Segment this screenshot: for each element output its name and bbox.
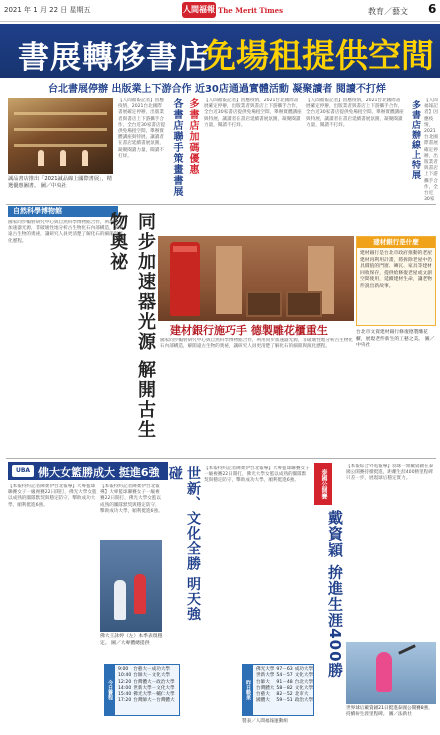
badminton-article-body: 【本報綜合外電報導】羽球一姐戴資穎在泰國公開賽持續挺進，距離生涯400勝里程碑只差一步，展現球后穩定實力。 <box>346 464 434 482</box>
basketball-vertical-title: 世新、文化全勝 明天強碰 <box>166 466 201 622</box>
bookstore-photo-caption <box>8 176 114 190</box>
basketball-photo-caption <box>100 634 164 647</box>
caption-text: 世界球后戴資穎21日挺進泰國公開賽8強，持續拚生涯里程碑。 <box>346 706 433 718</box>
table-row: 15:40 佛光大學－輔仁大學 <box>118 692 175 698</box>
page-header-bar <box>0 0 440 22</box>
thailand-open-badge: 泰國公開賽 <box>314 463 332 505</box>
table-row: 台灣體大 58－82 文化大學 <box>256 685 314 691</box>
mid-article-vertical-title: 同步加速器光源 解開古生物奧祕 <box>107 212 156 441</box>
newspaper-logo: 人間福報 <box>182 2 216 18</box>
section-name: 教育／藝文 <box>368 7 408 16</box>
issue-date: 2021 年 1 月 22 日 星期五 <box>4 6 91 14</box>
cabinet-photo-caption <box>356 330 436 350</box>
top-article-subhead-red: 多書店加碼優惠 <box>187 98 198 175</box>
photo-credit: 圖／中央社 <box>40 183 67 189</box>
basketball-article-body-2: 【本報特約記者陳柔伊台北報導】大專籃球聯賽女子一級複賽22日開打，佛光大學女籃以成熟的團隊默契與穩定防守，擊敗成功大學，順利挺進6強。 <box>100 484 163 514</box>
badminton-photo <box>346 642 436 704</box>
basketball-photo <box>100 540 162 632</box>
info-box-body: 建材銀行是台北市政府推動的老屋建材再利用計畫，將拆除老屋中仍具價值的門窗、磚瓦、家具等建材回收保存，提供給修復老屋或文創空間使用，延續建材生命，讓老物件說出新故事。 <box>360 251 432 289</box>
table-row: 9:00 台藝大－成功大學 <box>118 667 171 672</box>
carved-cabinet-photo <box>158 236 354 321</box>
caption-credit: 圖／大專體總提供 <box>111 640 150 646</box>
results-table <box>242 664 314 716</box>
headline-subhead: 台北書展停辦 出版業上下游合作 近30店通過實體活動 凝聚讀者 閱讀不打烊 <box>48 84 386 95</box>
headline-part-1: 書展轉移書店 <box>18 40 210 76</box>
mid-article-body: 國家同步輻射研究中心與自然科學博物館合作，利用同步加速器光源，非破壞性地分析古生物化石內部構造，解開遠古生物的奧祕，讓研究人員更清楚了解化石的細節與演化歷程。 <box>8 220 123 244</box>
table-credit: 製表／人間福報運動組 <box>242 719 288 724</box>
table-row: 台藝大 82－52 北市大 <box>256 692 309 698</box>
schedule-table <box>104 664 180 716</box>
basketball-headline: 佛大女籃勝成大 挺進6強 <box>38 466 160 479</box>
caption-credit: 圖／法新社 <box>388 712 412 718</box>
table-row: 14:00 世新大學－文化大學 <box>118 685 175 691</box>
page-number: 6 <box>428 2 437 16</box>
uba-logo: UBA <box>12 465 34 477</box>
badminton-vertical-title: 戴資穎 拚進生涯400勝 <box>326 510 344 679</box>
science-museum-label: 自然科學博物館 <box>8 206 118 217</box>
top-article-subhead-blue: 各書店聯手策畫書展 <box>171 98 182 197</box>
top-article-body-col1: 【人間福報記者】因應疫情，2021台北國際書展確定停辦，出版業者與書店上下游攜手合作，全台近30家書店提供免場租空間，舉辦實體講座與特展，讓讀者在書店延續書展氛圍，凝聚閱讀力量，閱讀不打烊。 <box>118 98 166 159</box>
basketball-headline-bar <box>8 462 168 480</box>
top-article-body-col4: 【人間福報記者】因應疫情，2021台北國際書展確定停辦，出版業者與書店上下游攜手合作，全台近30家 <box>424 98 438 202</box>
table-row: 12:20 台灣體大－政治大學 <box>118 679 175 685</box>
info-box-title: 建材銀行是什麼 <box>357 237 435 248</box>
cabinet-article-body: 國家同步輻射研究中心與自然科學博物館合作，利用同步加速器光源，非破壞性地分析古生物化石內部構造，解開遠古生物的奧祕，讓研究人員更清楚了解化石的細節與演化歷程。 <box>160 338 353 350</box>
results-table-grid <box>255 667 314 705</box>
top-article-body-col2: 【人間福報記者】因應疫情，2021台北國際書展確定停辦，出版業者與書店上下游攜手合作，全台近30家書店提供免場租空間，舉辦實體講座與特展，讓讀者在書店延續書展氛圍，凝聚閱讀力量，閱讀不打烊。 <box>204 98 302 128</box>
bookstore-photo <box>8 98 113 174</box>
top-article-right-vertical-head: 多書店辦線上特展 <box>410 100 420 180</box>
main-headline-banner <box>0 24 440 78</box>
results-table-title: 昨日戰果 <box>243 665 253 715</box>
top-article-body-col3: 【人間福報記者】因應疫情，2021台北國際書展確定停辦，出版業者與書店上下游攜手合作，全台近30家書店提供免場租空間，舉辦實體講座與特展，讓讀者在書店延續書展氛圍，凝聚閱讀力量，閱讀不打烊。 <box>306 98 404 128</box>
table-row: 17:20 台灣師大－台灣體大 <box>118 698 175 704</box>
table-row: 台師大 91－48 台北大學 <box>256 679 314 685</box>
schedule-table-grid <box>117 667 176 705</box>
photo-caption-text: 誠品書店推出「2021誠品線上國際書展」，精選優惠圖書。 <box>8 176 112 189</box>
schedule-table-title: 今日賽程 <box>105 665 115 715</box>
mid-article-red-headline: 建材銀行施巧手 德製雕花櫃重生 <box>170 324 328 337</box>
section-divider <box>6 204 436 205</box>
basketball-article-body: 【本報特約記者陳柔伊台北報導】大專籃球聯賽女子一級複賽22日開打，佛光大學女籃以成熟的團隊默契與穩定防守，擊敗成功大學，順利挺進6強。 <box>8 484 97 508</box>
newspaper-logo-english: The Merit Times <box>218 6 284 15</box>
headline-part-2: 免場租提供空間 <box>203 36 434 75</box>
caption-text: 佛大王詠婷（左）本季表現穩定。 <box>100 634 163 646</box>
info-box <box>356 236 436 326</box>
caption-text: 台北市文資建材銀行修復德製雕花櫃，展現老件新生的工藝之美。 <box>356 330 428 342</box>
section-divider <box>6 458 436 459</box>
badminton-photo-caption <box>346 706 436 718</box>
table-row: 國體大 59－51 政治大學 <box>256 698 314 704</box>
table-row: 佛光大學 97－63 成功大學 <box>256 667 314 672</box>
basketball-article-body-3: 【本報特約記者陳柔伊台北報導】大專籃球聯賽女子一級複賽22日開打，佛光大學女籃以成熟的團隊默契與穩定防守，擊敗成功大學，順利挺進6強。 <box>204 466 310 484</box>
table-row: 10:40 台師大－文化大學 <box>118 673 171 679</box>
table-row: 世新大學 54－57 文化大學 <box>256 673 314 679</box>
caption-credit: 圖／中央社 <box>356 336 435 348</box>
